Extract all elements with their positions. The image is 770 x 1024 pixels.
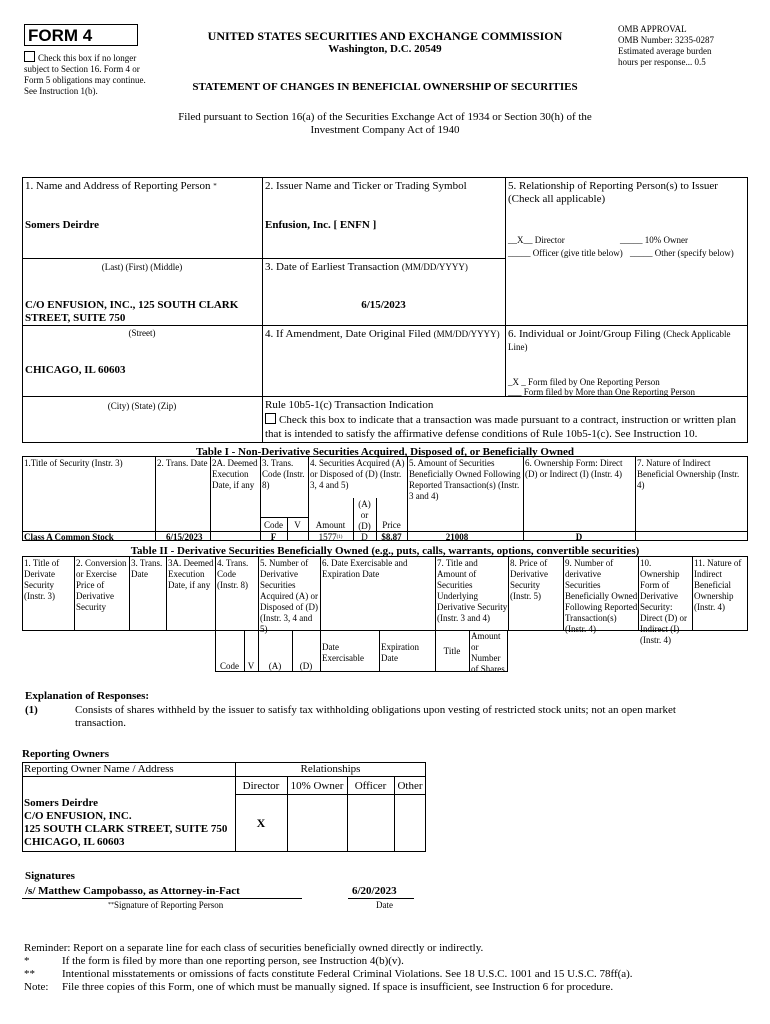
t1-row-date: 6/15/2023	[166, 532, 203, 542]
signature-date: 6/20/2023	[352, 885, 397, 897]
t2-h1: 1. Title of Derivate Security (Instr. 3)	[24, 558, 60, 601]
rule-10b5-text: Check this box to indicate that a transaction was made pursuant to a contract, instruction or written plan that is intended to satisfy the affirmative defense conditions of Rule 10b5-1(c). See Instruction 10.	[265, 414, 736, 440]
owner-line: CHICAGO, IL 60603	[24, 836, 125, 848]
section16-checkbox-row[interactable]	[24, 51, 154, 97]
t1-h-nature: 7. Nature of Indirect Beneficial Ownership (Instr. 4)	[637, 458, 740, 490]
t2-sub-title: Title	[443, 646, 461, 656]
table1-title: Table I - Non-Derivative Securities Acquired, Disposed of, or Beneficially Owned	[195, 446, 575, 458]
omb-line: Estimated average burden	[618, 46, 712, 56]
issuer-name: Enfusion, Inc. [ ENFN ]	[265, 219, 377, 231]
reporting-street: C/O ENFUSION, INC., 125 SOUTH CLARK STREET, SUITE 750	[25, 299, 239, 324]
t1-row-code: F	[270, 532, 277, 542]
rel-other[interactable]: _____ Other (specify below)	[630, 248, 734, 258]
footnote-1-label: (1)	[25, 704, 38, 716]
omb-approval	[618, 24, 758, 68]
omb-line: hours per response... 0.5	[618, 57, 706, 67]
date-format: (MM/DD/YYYY)	[401, 262, 468, 272]
t1-h-deemed: 2A. Deemed Execution Date, if any	[212, 458, 258, 490]
reminder: Reminder: Report on a separate line for each class of securities beneficially owned directly or indirectly.	[24, 942, 484, 954]
filing-type-label	[508, 328, 746, 354]
relationship-label-text: 5. Relationship of Reporting Person(s) to Issuer	[508, 180, 718, 192]
t1-row-aord: D	[361, 532, 368, 542]
rule-10b5-row[interactable]	[265, 413, 743, 441]
filing-more-persons[interactable]: ___ Form filed by More than One Reporting Person	[508, 387, 695, 397]
table2-title: Table II - Derivative Securities Beneficially Owned (e.g., puts, calls, warrants, options, convertible securities)	[130, 545, 640, 557]
statement-title: STATEMENT OF CHANGES IN BENEFICIAL OWNERSHIP OF SECURITIES	[192, 81, 578, 93]
t2-sub-code: Code	[220, 661, 239, 671]
t1-h-code: 3. Trans. Code (Instr. 8)	[262, 458, 305, 490]
owner-line: C/O ENFUSION, INC.	[24, 810, 132, 822]
t2-h5: 5. Number of Derivative Securities Acquired (A) or Disposed of (D) (Instr. 3, 4 and 5)	[260, 558, 318, 634]
footnote-mark: *	[213, 182, 217, 190]
footer-star1: *	[24, 955, 30, 967]
t1-h-date: 2. Trans. Date	[157, 458, 208, 468]
owners-col-officer: Officer	[354, 780, 387, 792]
footer-star2-text: Intentional misstatements or omissions of facts constitute Federal Criminal Violations. See 18 U.S.C. 1001 and 15 U.S.C. 78ff(a).	[62, 968, 633, 980]
t1-sub-code: Code	[264, 520, 283, 530]
name-caption: (Last) (First) (Middle)	[101, 262, 183, 272]
rel-director[interactable]: __X__ Director	[508, 235, 565, 245]
issuer-label: 2. Issuer Name and Ticker or Trading Symbol	[265, 180, 467, 192]
agency-title: UNITED STATES SECURITIES AND EXCHANGE COMMISSION	[207, 29, 563, 43]
t1-row-amount	[308, 532, 353, 543]
filing-one-person[interactable]: _X _ Form filed by One Reporting Person	[508, 377, 660, 387]
t2-h4: 4. Trans. Code (Instr. 8)	[217, 558, 249, 590]
t2-h7: 7. Title and Amount of Securities Underlying Derivative Security (Instr. 3 and 4)	[437, 558, 508, 623]
t2-h3: 3. Trans. Date	[131, 558, 163, 579]
t1-row-owned: 21008	[445, 532, 469, 542]
t2-sub-expiration: Expiration Date	[381, 642, 419, 663]
sig-mark: **	[108, 902, 114, 908]
filing-type-note: (Check Applicable Line)	[508, 329, 731, 352]
t2-h6: 6. Date Exercisable and Expiration Date	[322, 558, 408, 579]
t1-h-title: 1.Title of Security (Instr. 3)	[24, 458, 123, 468]
filed-pursuant-line: Investment Company Act of 1940	[310, 124, 460, 136]
t2-h2: 2. Conversion or Exercise Price of Derivative Security	[76, 558, 127, 612]
sig-caption-text: Signature of Reporting Person	[114, 900, 224, 910]
rel-officer[interactable]: _____ Officer (give title below)	[508, 248, 623, 258]
owners-col-name: Reporting Owner Name / Address	[24, 763, 174, 775]
owners-col-rel: Relationships	[300, 763, 361, 775]
t1-amount-value: 1577	[318, 532, 337, 542]
t1-row-price: $8.87	[381, 532, 402, 542]
t1-sub-price: Price	[382, 520, 401, 530]
footer-note-text: File three copies of this Form, one of which must be manually signed. If space is insufficient, see Instruction 6 for procedure.	[62, 981, 614, 993]
rule-10b5-checkbox[interactable]	[265, 413, 276, 424]
owner-line: 125 SOUTH CLARK STREET, SUITE 750	[24, 823, 228, 835]
earliest-label-text: 3. Date of Earliest Transaction	[265, 261, 400, 273]
relationship-label	[508, 180, 746, 206]
filed-pursuant	[120, 111, 650, 137]
t2-h9: 9. Number of derivative Securities Beneficially Owned Following Reported Transaction(s) (Instr. 4)	[565, 558, 638, 634]
t1-h-owned: 5. Amount of Securities Beneficially Owned Following Reported Transaction(s) (Instr. 3 and 4)	[409, 458, 521, 501]
signer-name: /s/ Matthew Campobasso, as Attorney-in-Fact	[25, 885, 240, 897]
t2-sub-exercisable: Date Exercisable	[322, 642, 364, 663]
street-caption: (Street)	[128, 328, 156, 338]
reporting-city: CHICAGO, IL 60603	[25, 364, 126, 376]
explanation-heading: Explanation of Responses:	[25, 690, 150, 702]
form-title: FORM 4	[28, 26, 93, 45]
t1-row-form: D	[575, 532, 583, 542]
owners-heading: Reporting Owners	[22, 748, 110, 760]
rel-10-owner[interactable]: _____ 10% Owner	[620, 235, 688, 245]
relationship-label-sub: (Check all applicable)	[508, 193, 606, 205]
owners-col-10: 10% Owner	[290, 780, 344, 792]
agency-location: Washington, D.C. 20549	[328, 43, 442, 55]
owners-col-director: Director	[242, 780, 280, 792]
reporting-person-label-text: 1. Name and Address of Reporting Person	[25, 180, 211, 192]
form-title-box	[24, 24, 138, 46]
t1-sub-aord: (A) or (D)	[358, 499, 371, 531]
signature-caption	[108, 900, 223, 911]
reporting-person-name: Somers Deirdre	[25, 219, 100, 231]
t2-sub-a: (A)	[268, 661, 282, 671]
rule-10b5-title: Rule 10b5-1(c) Transaction Indication	[265, 399, 434, 411]
owners-col-other: Other	[397, 780, 423, 792]
t1-amount-footnote: (1)	[336, 535, 343, 540]
footnote-1-text: Consists of shares withheld by the issuer to satisfy tax withholding obligations upon vesting of restricted stock units; not an open market transaction.	[75, 704, 676, 729]
t2-h11: 11. Nature of Indirect Beneficial Ownership (Instr. 4)	[694, 558, 742, 612]
t1-sub-v: V	[294, 520, 301, 530]
section16-note: Check this box if no longer subject to Section 16. Form 4 or Form 5 obligations may continue. See Instruction 1(b).	[24, 53, 146, 96]
t1-h-form: 6. Ownership Form: Direct (D) or Indirect (I) (Instr. 4)	[525, 458, 623, 479]
t2-h10: 10. Ownership Form of Derivative Security: Direct (D) or Indirect (I) (Instr. 4)	[640, 558, 687, 645]
footer-star1-text: If the form is filed by more than one reporting person, see Instruction 4(b)(v).	[62, 955, 404, 967]
t2-h8: 8. Price of Derivative Security (Instr. 5)	[510, 558, 548, 601]
footer-star2: **	[24, 968, 35, 980]
t2-h3a: 3A. Deemed Execution Date, if any	[168, 558, 214, 590]
amendment-label-text: 4. If Amendment, Date Original Filed	[265, 328, 431, 340]
t1-row-security: Class A Common Stock	[24, 532, 114, 542]
date-caption: Date	[376, 900, 393, 910]
t2-sub-d: (D)	[299, 661, 313, 671]
t1-h-acquired: 4. Securities Acquired (A) or Disposed of (D) (Instr. 3, 4 and 5)	[310, 458, 405, 490]
t1-sub-amount: Amount	[315, 520, 346, 530]
amendment-label	[265, 328, 500, 341]
t2-sub-amount: Amount or Number of Shares	[471, 631, 505, 674]
date-format: (MM/DD/YYYY)	[433, 329, 500, 339]
omb-line: OMB APPROVAL	[618, 24, 687, 34]
footer-note: Note:	[24, 981, 49, 993]
city-caption: (City) (State) (Zip)	[107, 401, 177, 411]
earliest-transaction-date: 6/15/2023	[361, 299, 406, 311]
owner-director-mark: X	[256, 816, 266, 830]
earliest-transaction-label	[265, 261, 468, 274]
section16-checkbox[interactable]	[24, 51, 35, 62]
owner-address	[24, 797, 227, 849]
filed-pursuant-line: Filed pursuant to Section 16(a) of the Securities Exchange Act of 1934 or Section 30(h) of the	[178, 111, 592, 123]
owner-line: Somers Deirdre	[24, 797, 99, 809]
omb-line: OMB Number: 3235-0287	[618, 35, 714, 45]
t2-sub-v: V	[247, 661, 255, 671]
filing-type-label-text: 6. Individual or Joint/Group Filing	[508, 328, 661, 340]
reporting-person-label	[25, 180, 217, 193]
signatures-heading: Signatures	[25, 870, 75, 882]
